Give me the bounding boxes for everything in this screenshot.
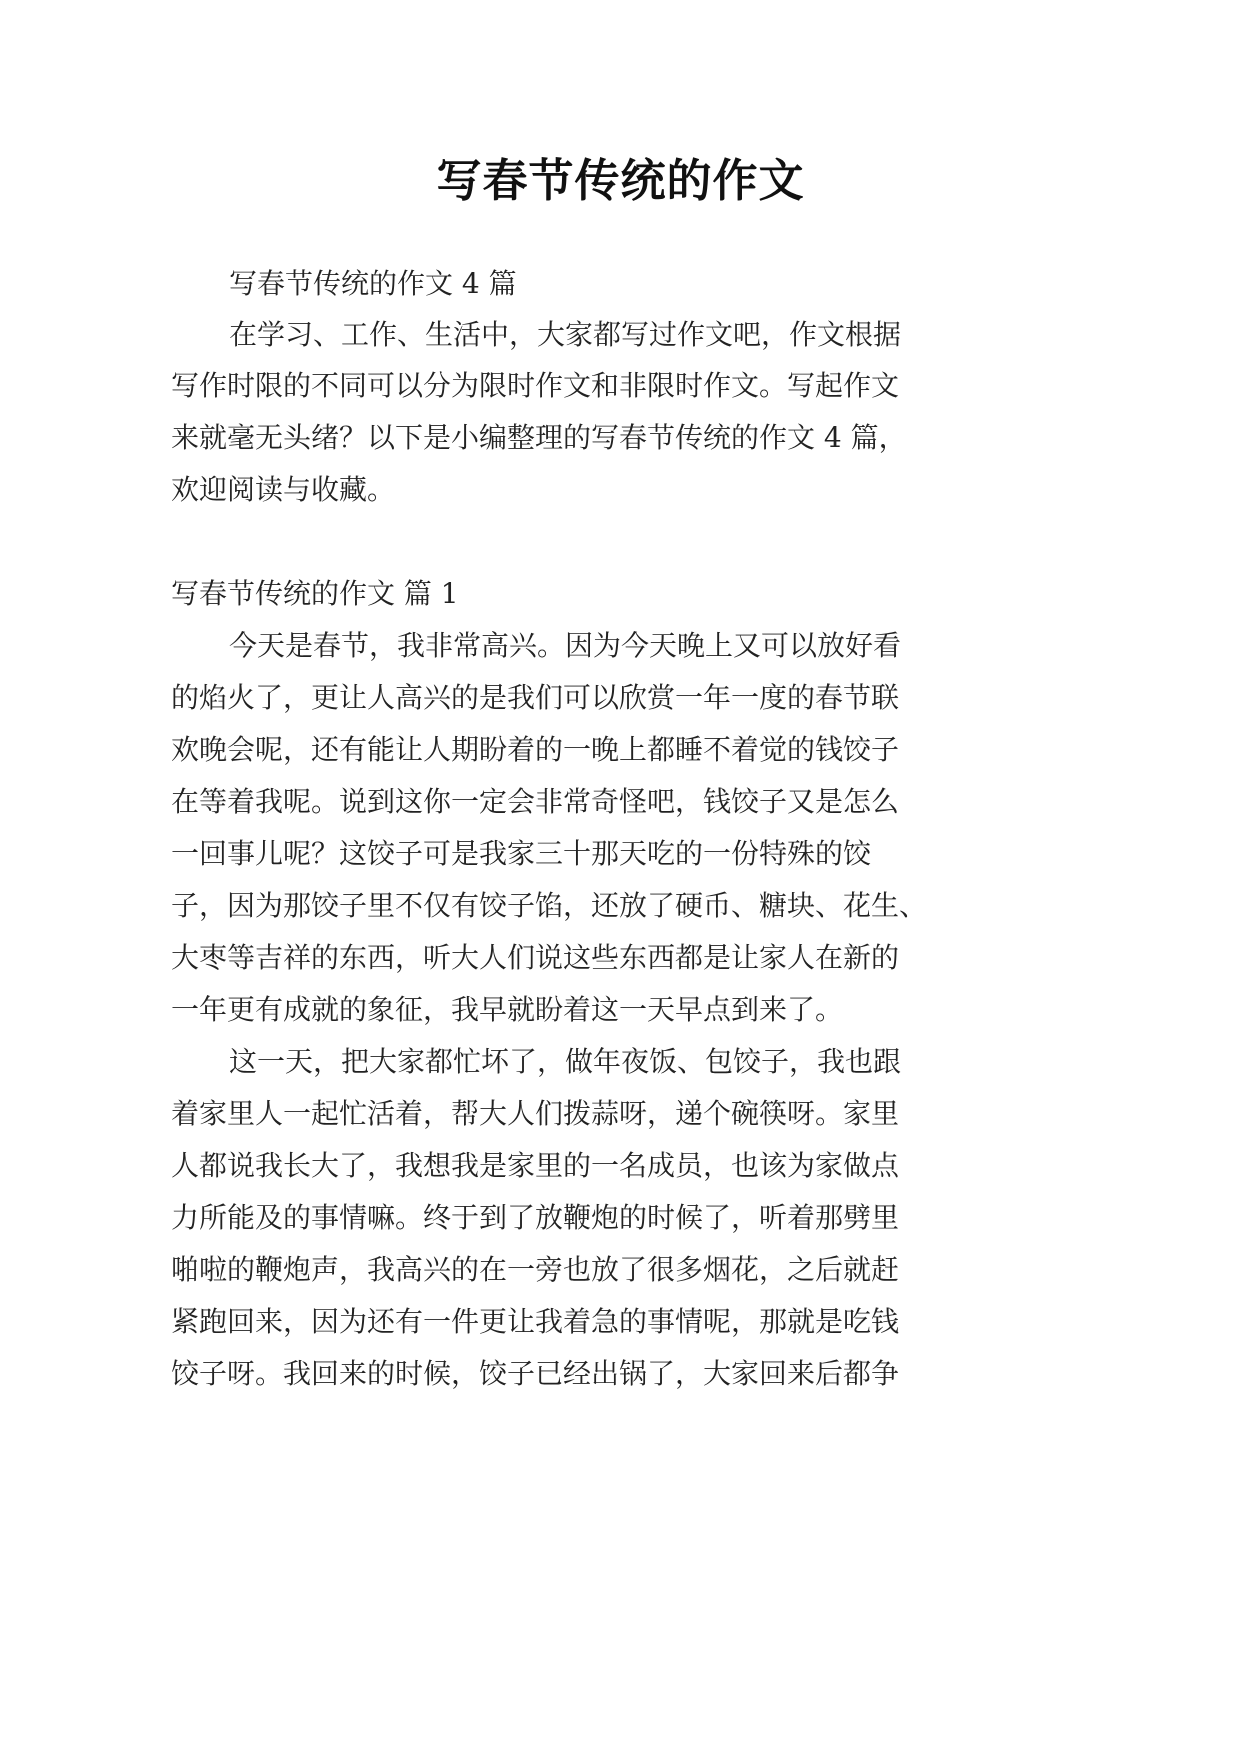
paragraph-line xyxy=(0,1350,1241,1398)
paragraph-text: 人都说我长大了，我想我是家里的一名成员，也该为家做点 xyxy=(171,1149,900,1182)
paragraph-line xyxy=(0,1038,1241,1086)
paragraph-line xyxy=(0,986,1241,1034)
document-title: 写春节传统的作文 xyxy=(436,154,805,207)
paragraph-text: 紧跑回来，因为还有一件更让我着急的事情呢，那就是吃钱 xyxy=(171,1305,900,1338)
paragraph-text: 力所能及的事情嘛。终于到了放鞭炮的时候了，听着那劈里 xyxy=(171,1201,900,1234)
intro-text: 在学习、工作、生活中，大家都写过作文吧，作文根据 xyxy=(229,318,902,351)
paragraph-text: 啪啦的鞭炮声，我高兴的在一旁也放了很多烟花，之后就赶 xyxy=(171,1253,900,1286)
paragraph-line xyxy=(0,934,1241,982)
section-heading-line xyxy=(0,570,1241,618)
paragraph-line xyxy=(0,1298,1241,1346)
paragraph-line xyxy=(0,726,1241,774)
paragraph-text: 着家里人一起忙活着，帮大人们拨蒜呀，递个碗筷呀。家里 xyxy=(171,1097,900,1130)
paragraph-line xyxy=(0,622,1241,670)
intro-text: 欢迎阅读与收藏。 xyxy=(171,473,396,506)
paragraph-line xyxy=(0,1090,1241,1138)
paragraph-text: 一回事儿呢？这饺子可是我家三十那天吃的一份特殊的饺 xyxy=(171,837,872,870)
paragraph-text: 子，因为那饺子里不仅有饺子馅，还放了硬币、糖块、花生、 xyxy=(171,889,928,922)
paragraph-text: 大枣等吉祥的东西，听大人们说这些东西都是让家人在新的 xyxy=(171,941,900,974)
paragraph-text: 这一天，把大家都忙坏了，做年夜饭、包饺子，我也跟 xyxy=(229,1045,902,1078)
paragraph-line xyxy=(0,1194,1241,1242)
paragraph-line xyxy=(0,1142,1241,1190)
intro-line xyxy=(0,311,1241,359)
section-heading: 写春节传统的作文 篇 1 xyxy=(171,577,459,610)
paragraph-text: 欢晚会呢，还有能让人期盼着的一晚上都睡不着觉的钱饺子 xyxy=(171,733,900,766)
paragraph-text: 饺子呀。我回来的时候，饺子已经出锅了，大家回来后都争 xyxy=(171,1357,900,1390)
paragraph-text: 在等着我呢。说到这你一定会非常奇怪吧，钱饺子又是怎么 xyxy=(171,785,900,818)
paragraph-line xyxy=(0,778,1241,826)
paragraph-line xyxy=(0,1246,1241,1294)
intro-line xyxy=(0,362,1241,410)
paragraph-text: 一年更有成就的象征，我早就盼着这一天早点到来了。 xyxy=(171,993,844,1026)
intro-line xyxy=(0,466,1241,514)
paragraph-line xyxy=(0,830,1241,878)
paragraph-line xyxy=(0,882,1241,930)
intro-text: 写作时限的不同可以分为限时作文和非限时作文。写起作文 xyxy=(171,369,900,402)
intro-line xyxy=(0,414,1241,462)
intro-subtitle: 写春节传统的作文 4 篇 xyxy=(229,267,517,300)
paragraph-text: 的焰火了，更让人高兴的是我们可以欣赏一年一度的春节联 xyxy=(171,681,900,714)
intro-subtitle-line xyxy=(0,260,1241,308)
intro-text: 来就毫无头绪？以下是小编整理的写春节传统的作文 4 篇， xyxy=(171,421,907,454)
paragraph-text: 今天是春节，我非常高兴。因为今天晚上又可以放好看 xyxy=(229,629,902,662)
paragraph-line xyxy=(0,674,1241,722)
